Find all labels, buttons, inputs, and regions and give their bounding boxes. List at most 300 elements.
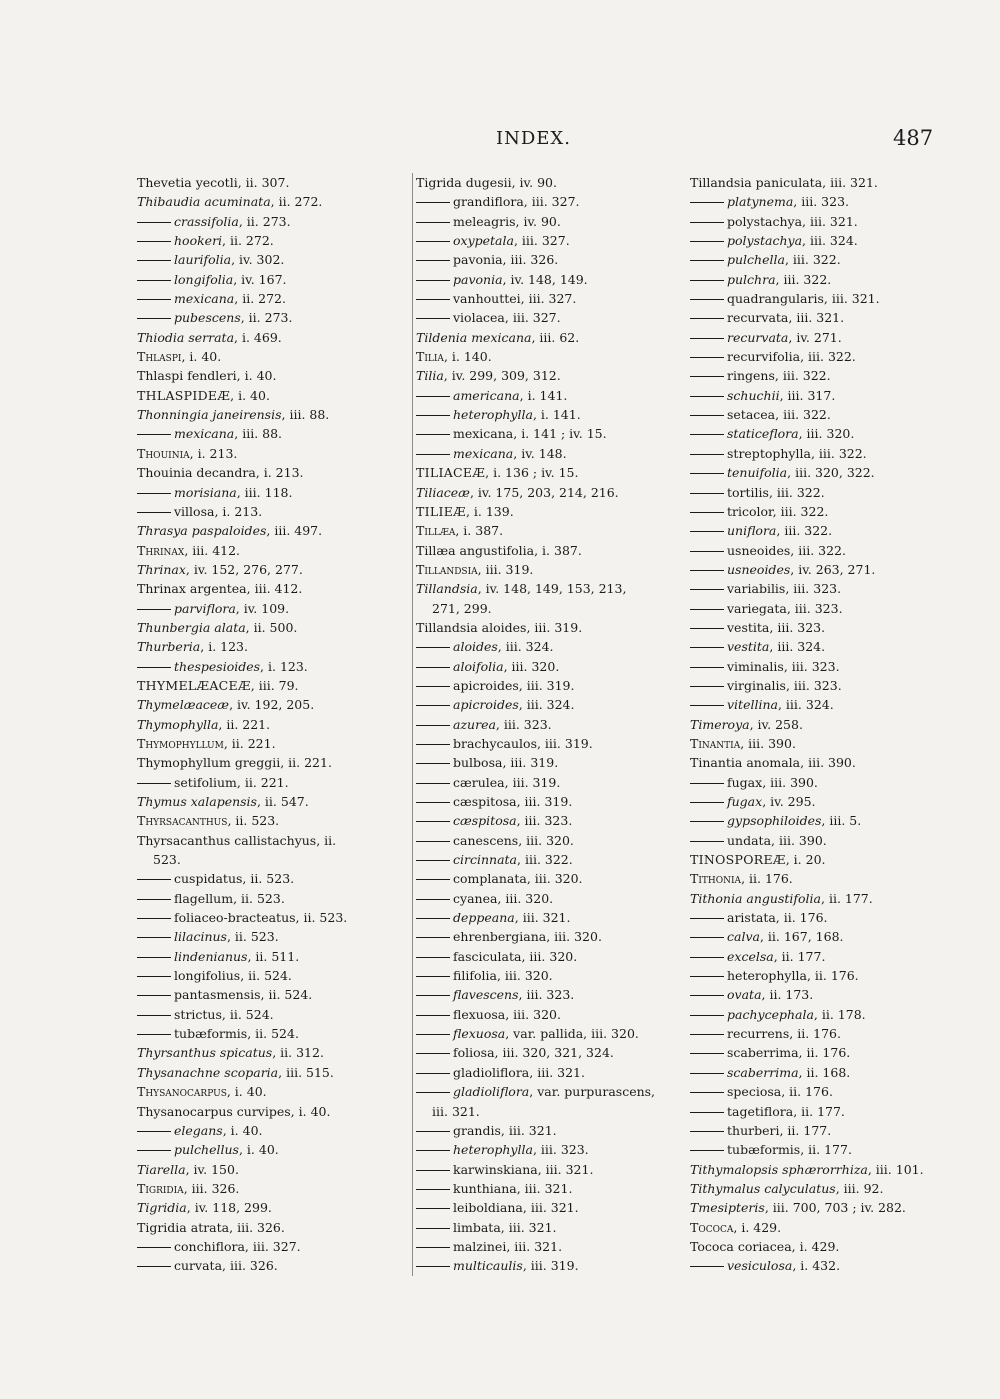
entry-name: schuchii [727,387,780,403]
entry-reference: , iv. 299, 309, 312. [443,368,561,384]
ditto-dash [416,1228,450,1229]
entry-name: polystachya [727,213,803,229]
index-entry [690,715,945,734]
index-subentry [416,308,671,327]
entry-name: Thurberia [137,639,201,655]
index-subentry [690,773,945,792]
entry-reference: , i. 40. [290,1103,331,1119]
entry-reference: , i. 141. [519,387,568,403]
entry-name: Thymus xalapensis [137,794,257,809]
index-entry-continuation [137,850,387,869]
index-subentry [137,1256,387,1275]
ditto-dash [690,802,724,803]
entry-name: Thouinia [137,445,190,461]
ditto-dash [416,821,450,822]
ditto-dash [416,1247,450,1248]
entry-name: morisiana [174,484,237,500]
ditto-dash [137,434,171,435]
index-subentry [690,966,945,985]
entry-reference: , iii. 320. [496,968,553,984]
entry-reference: , iii. 323. [532,1142,589,1158]
ditto-dash [137,493,171,494]
entry-name: 271, 299. [432,600,492,616]
entry-name: flavescens [453,987,519,1003]
entry-reference: , iii. 319. [502,755,559,771]
index-subentry [416,250,671,269]
ditto-dash [690,589,724,590]
entry-reference: , ii. 307. [237,175,290,190]
ditto-dash [690,454,724,455]
index-entry [137,541,387,560]
entry-name: vitellina [727,697,778,713]
entry-name: uniflora [727,523,777,539]
index-subentry [416,444,671,463]
ditto-dash [416,1266,450,1267]
index-subentry [137,289,387,308]
index-entry [137,831,387,850]
ditto-dash [416,1208,450,1209]
entry-reference: , iii. 326. [222,1258,278,1274]
entry-reference: , iii. 323. [785,677,842,693]
index-subentry [690,250,945,269]
entry-name: Thrinax [137,542,185,558]
entry-reference: , iii. 320. [521,948,578,964]
index-subentry [690,521,945,540]
entry-name: Tococa coriacea [690,1238,792,1254]
ditto-dash [137,976,171,977]
index-subentry [416,889,671,908]
index-entry [137,173,387,192]
entry-name: tricolor [727,503,773,519]
entry-reference: , iii. 319. [516,794,573,809]
ditto-dash [416,202,450,203]
index-subentry [137,889,387,908]
entry-reference: , i. 40. [226,1084,267,1100]
entry-name: pulchellus [174,1142,239,1158]
entry-name: mexicana [174,291,235,307]
ditto-dash [416,434,450,435]
index-subentry [416,869,671,888]
entry-name: usneoides [727,542,791,558]
entry-reference: , iv. 302. [231,252,285,268]
entry-name: leiboldiana [453,1200,523,1216]
entry-reference: , i. 429. [733,1219,782,1235]
entry-name: aloifolia [453,658,504,674]
entry-name: scaberrima [727,1064,799,1080]
entry-reference: , iv. 295. [762,794,816,809]
ditto-dash [137,899,171,900]
entry-reference: , iii. 497. [266,523,323,539]
index-subentry [416,773,671,792]
entry-reference: , var. purpurascens, [529,1084,656,1100]
entry-name: gypsophiloides [727,813,822,829]
index-subentry [137,927,387,946]
entry-reference: , iii. 92. [835,1180,884,1196]
entry-reference: , iii. 321. [500,1122,557,1138]
index-subentry [137,1024,387,1043]
entry-reference: , ii. 221. [218,716,271,732]
ditto-dash [690,531,724,532]
entry-reference: , ii. 177. [821,890,873,906]
entry-reference: , iii. 321. [822,175,878,190]
ditto-dash [416,995,450,996]
index-subentry [690,637,945,656]
index-subentry [137,869,387,888]
index-entry [137,366,387,385]
index-subentry [690,192,945,211]
ditto-dash [416,802,450,803]
ditto-dash [137,1034,171,1035]
index-entry [137,1160,387,1179]
entry-reference: , iii. 320. [798,426,855,442]
entry-reference: , iii. 320, 321, 324. [494,1045,614,1061]
index-subentry [137,250,387,269]
index-entry [137,695,387,714]
entry-reference: , iii. 317. [779,387,836,403]
entry-reference: , i. 40. [230,387,270,403]
ditto-dash [416,918,450,919]
entry-reference: , iii. 320, 322. [787,465,875,481]
entry-reference: , ii. 176. [741,871,793,887]
entry-name: filifolia [453,968,497,984]
entry-name: Thyrsacanthus [137,813,228,829]
index-entry [690,850,945,869]
ditto-dash [416,957,450,958]
index-entry [137,347,387,366]
ditto-dash [690,1266,724,1267]
entry-reference: , iii. 322. [517,852,573,868]
index-entry-continuation [416,599,671,618]
entry-reference: , iii. 319. [477,561,534,577]
entry-name: Thymelæaceæ [137,697,230,713]
ditto-dash [416,1150,450,1151]
index-entry [137,521,387,540]
index-entry [416,502,671,521]
ditto-dash [416,1092,450,1093]
entry-name: Thymophyllum greggii [137,755,281,771]
entry-reference: , iii. 327. [523,194,580,210]
index-subentry [137,908,387,927]
entry-name: cæspitosa [453,794,517,809]
entry-reference: , iii. 321. [529,1064,585,1080]
index-subentry [416,1043,671,1062]
index-entry [137,192,387,211]
ditto-dash [690,570,724,571]
entry-name: mexicana [453,426,514,442]
entry-name: foliaceo-bracteatus [174,910,296,926]
entry-name: tubæformis [727,1142,801,1158]
ditto-dash [137,318,171,319]
entry-name: TILIEÆ [416,503,466,519]
index-subentry [137,773,387,792]
ditto-dash [137,937,171,938]
entry-name: Thyrsanthus spicatus [137,1045,273,1061]
index-entry [690,889,945,908]
entry-reference: , ii. 524. [240,968,292,984]
entry-name: violacea [453,310,505,326]
ditto-dash [690,647,724,648]
entry-name: Tithymalus calyculatus [690,1180,836,1196]
entry-reference: , iv. 118, 299. [186,1200,272,1216]
entry-name: limbata [453,1219,501,1235]
entry-reference: , i. 213. [189,445,238,461]
entry-reference: , iii. 62. [531,329,580,345]
entry-reference: , iii. 79. [250,677,299,693]
entry-reference: , ii. 168. [798,1064,851,1080]
entry-reference: , iii. 323. [518,987,575,1003]
index-entry [690,1160,945,1179]
entry-reference: , iii. 327. [513,233,570,249]
entry-name: fugax [727,794,763,809]
entry-reference: , iii. 323. [783,658,840,674]
index-entry [137,676,387,695]
index-subentry [690,947,945,966]
entry-reference: , i. 429. [791,1238,840,1254]
entry-reference: , ii. 273. [238,213,291,229]
entry-name: streptophylla [727,445,811,461]
entry-reference: , ii. 523. [295,910,348,926]
index-subentry [137,657,387,676]
entry-name: Tmesipteris [690,1200,765,1216]
index-subentry [416,405,671,424]
entry-reference: , i. 40. [238,1142,279,1158]
ditto-dash [690,512,724,513]
entry-name: villosa [174,503,215,519]
entry-name: apicroides [453,677,519,693]
entry-name: complanata [453,871,527,887]
entry-name: heterophylla [453,407,533,423]
entry-name: Tinantia [690,735,741,751]
entry-name: mexicana [453,445,514,461]
index-entry [137,811,387,830]
entry-name: Timeroya [690,716,750,732]
index-subentry [416,1256,671,1275]
entry-name: Tigridia [137,1200,187,1216]
index-subentry [416,908,671,927]
entry-reference: , iii. 324. [802,233,858,249]
entry-name: Tillæa angustifolia [416,542,535,558]
ditto-dash [416,396,450,397]
entry-name: recurvata [727,310,789,326]
ditto-dash [690,918,724,919]
index-entry [137,1082,387,1101]
entry-name: cæspitosa [453,813,517,829]
entry-reference: , i. 432. [792,1258,841,1274]
index-entry [137,444,387,463]
ditto-dash [137,1266,171,1267]
ditto-dash [690,976,724,977]
ditto-dash [416,299,450,300]
entry-reference: , ii. 524. [247,1026,299,1042]
ditto-dash [690,821,724,822]
index-subentry [690,831,945,850]
entry-name: Thouinia decandra [137,465,256,481]
entry-name: longifolia [174,271,234,287]
ditto-dash [416,937,450,938]
entry-reference: , iii. 321. [500,1219,557,1235]
ditto-dash [690,1131,724,1132]
entry-name: Tilia [416,349,444,365]
ditto-dash [416,1053,450,1054]
entry-name: ringens [727,368,775,384]
entry-reference: , ii. 523. [242,871,295,887]
index-entry [137,734,387,753]
entry-reference: , i. 213. [255,465,304,481]
ditto-dash [416,1034,450,1035]
entry-name: virginalis [727,677,786,693]
index-subentry [690,657,945,676]
ditto-dash [690,222,724,223]
index-subentry [137,966,387,985]
entry-name: Tithonia [690,871,742,887]
entry-name: flexuosa [453,1006,506,1022]
index-entry [690,869,945,888]
index-entry [137,386,387,405]
entry-reference: , iii. 321. [522,1200,579,1216]
index-subentry [416,1082,671,1101]
entry-reference: , iii. 390. [800,755,856,771]
entry-reference: , iii. 322. [784,252,841,268]
ditto-dash [416,725,450,726]
page-number: 487 [893,126,934,150]
index-subentry [416,850,671,869]
index-subentry [690,927,945,946]
entry-name: platynema [727,194,794,210]
entry-reference: , iii. 324. [518,697,575,713]
entry-name: Thonningia janeirensis [137,407,282,423]
entry-name: quadrangularis [727,291,824,307]
entry-reference: , iii. 323. [516,813,573,829]
entry-name: Tilia [416,368,444,384]
entry-name: Thrinax [137,561,186,577]
entry-reference: , iii. 323. [793,194,850,210]
index-subentry [690,676,945,695]
ditto-dash [137,299,171,300]
index-entry [137,753,387,772]
entry-reference: , iii. 323. [786,600,843,616]
index-subentry [690,366,945,385]
ditto-dash [690,357,724,358]
entry-name: Tigrida dugesii [416,175,512,190]
index-subentry [416,231,671,250]
index-entry [416,618,671,637]
entry-name: undata [727,832,772,848]
entry-name: Tigridia atrata [137,1219,230,1235]
ditto-dash [416,454,450,455]
entry-name: canescens [453,832,519,848]
entry-reference: , ii. 500. [245,619,298,635]
entry-reference: , iii. 390. [740,735,796,751]
ditto-dash [690,686,724,687]
entry-reference: , iii. 101. [867,1161,924,1177]
entry-name: fasciculata [453,948,522,964]
ditto-dash [416,783,450,784]
entry-reference: , iii. 322. [810,445,867,461]
entry-reference: , iii. 320. [503,658,560,674]
ditto-dash [690,705,724,706]
entry-reference: , iv. 152, 276, 277. [185,561,303,577]
entry-name: Tigridia [137,1180,184,1196]
index-subentry [690,212,945,231]
index-subentry [416,792,671,811]
ditto-dash [416,647,450,648]
ditto-dash [690,202,724,203]
entry-reference: , iv. 90. [511,175,557,190]
ditto-dash [416,1073,450,1074]
ditto-dash [416,1131,450,1132]
entry-name: malzinei [453,1238,507,1254]
entry-reference: , ii. 272. [222,233,274,249]
index-subentry [416,1179,671,1198]
ditto-dash [416,763,450,764]
entry-reference: , ii. 523. [227,813,280,829]
ditto-dash [690,667,724,668]
entry-reference: , ii. 523. [226,929,279,945]
entry-reference: , ii. 312. [272,1045,324,1061]
entry-reference: , iii. 320. [546,929,602,945]
entry-reference: , iii. 323. [785,581,842,597]
entry-reference: , ii. 176. [806,968,859,984]
index-entry [137,405,387,424]
entry-name: laurifolia [174,252,232,268]
index-entry [137,637,387,656]
ditto-dash [416,241,450,242]
entry-reference: , ii. 177. [779,1122,832,1138]
ditto-dash [690,1034,724,1035]
index-subentry [137,1121,387,1140]
ditto-dash [137,995,171,996]
index-subentry [416,270,671,289]
index-entry [690,753,945,772]
entry-reference: , i. 40. [236,368,277,384]
entry-name: crassifolia [174,213,239,229]
index-subentry [416,966,671,985]
entry-name: flagellum [174,890,234,906]
index-subentry [416,985,671,1004]
index-subentry [690,231,945,250]
ditto-dash [690,1112,724,1113]
index-subentry [416,637,671,656]
entry-reference: , iv. 263, 271. [790,561,876,577]
entry-reference: , iv. 192, 205. [229,697,315,713]
entry-reference: , iii. 321. [506,1238,563,1254]
index-subentry [690,1102,945,1121]
entry-name: scaberrima [727,1045,799,1061]
entry-name: Thyrsacanthus callistachyus [137,832,317,848]
index-subentry [690,405,945,424]
entry-name: lilacinus [174,929,227,945]
index-subentry [690,1082,945,1101]
index-column-1 [137,173,387,1276]
index-entry [690,734,945,753]
entry-name: tenuifolia [727,465,788,481]
entry-name: excelsa [727,948,774,964]
ditto-dash [416,879,450,880]
index-subentry [416,1160,671,1179]
index-subentry [416,192,671,211]
entry-name: apicroides [453,697,519,713]
index-entry [690,1218,945,1237]
index-subentry [690,308,945,327]
entry-name: cuspidatus [174,871,243,887]
index-subentry [137,424,387,443]
entry-reference: , iv. 175, 203, 214, 216. [469,484,619,500]
entry-reference: , ii. 177. [800,1142,852,1158]
entry-reference: , iii. 319. [522,1258,579,1274]
entry-name: Thlaspi fendleri [137,368,237,384]
index-entry [416,173,671,192]
entry-name: recurvata [727,329,789,345]
